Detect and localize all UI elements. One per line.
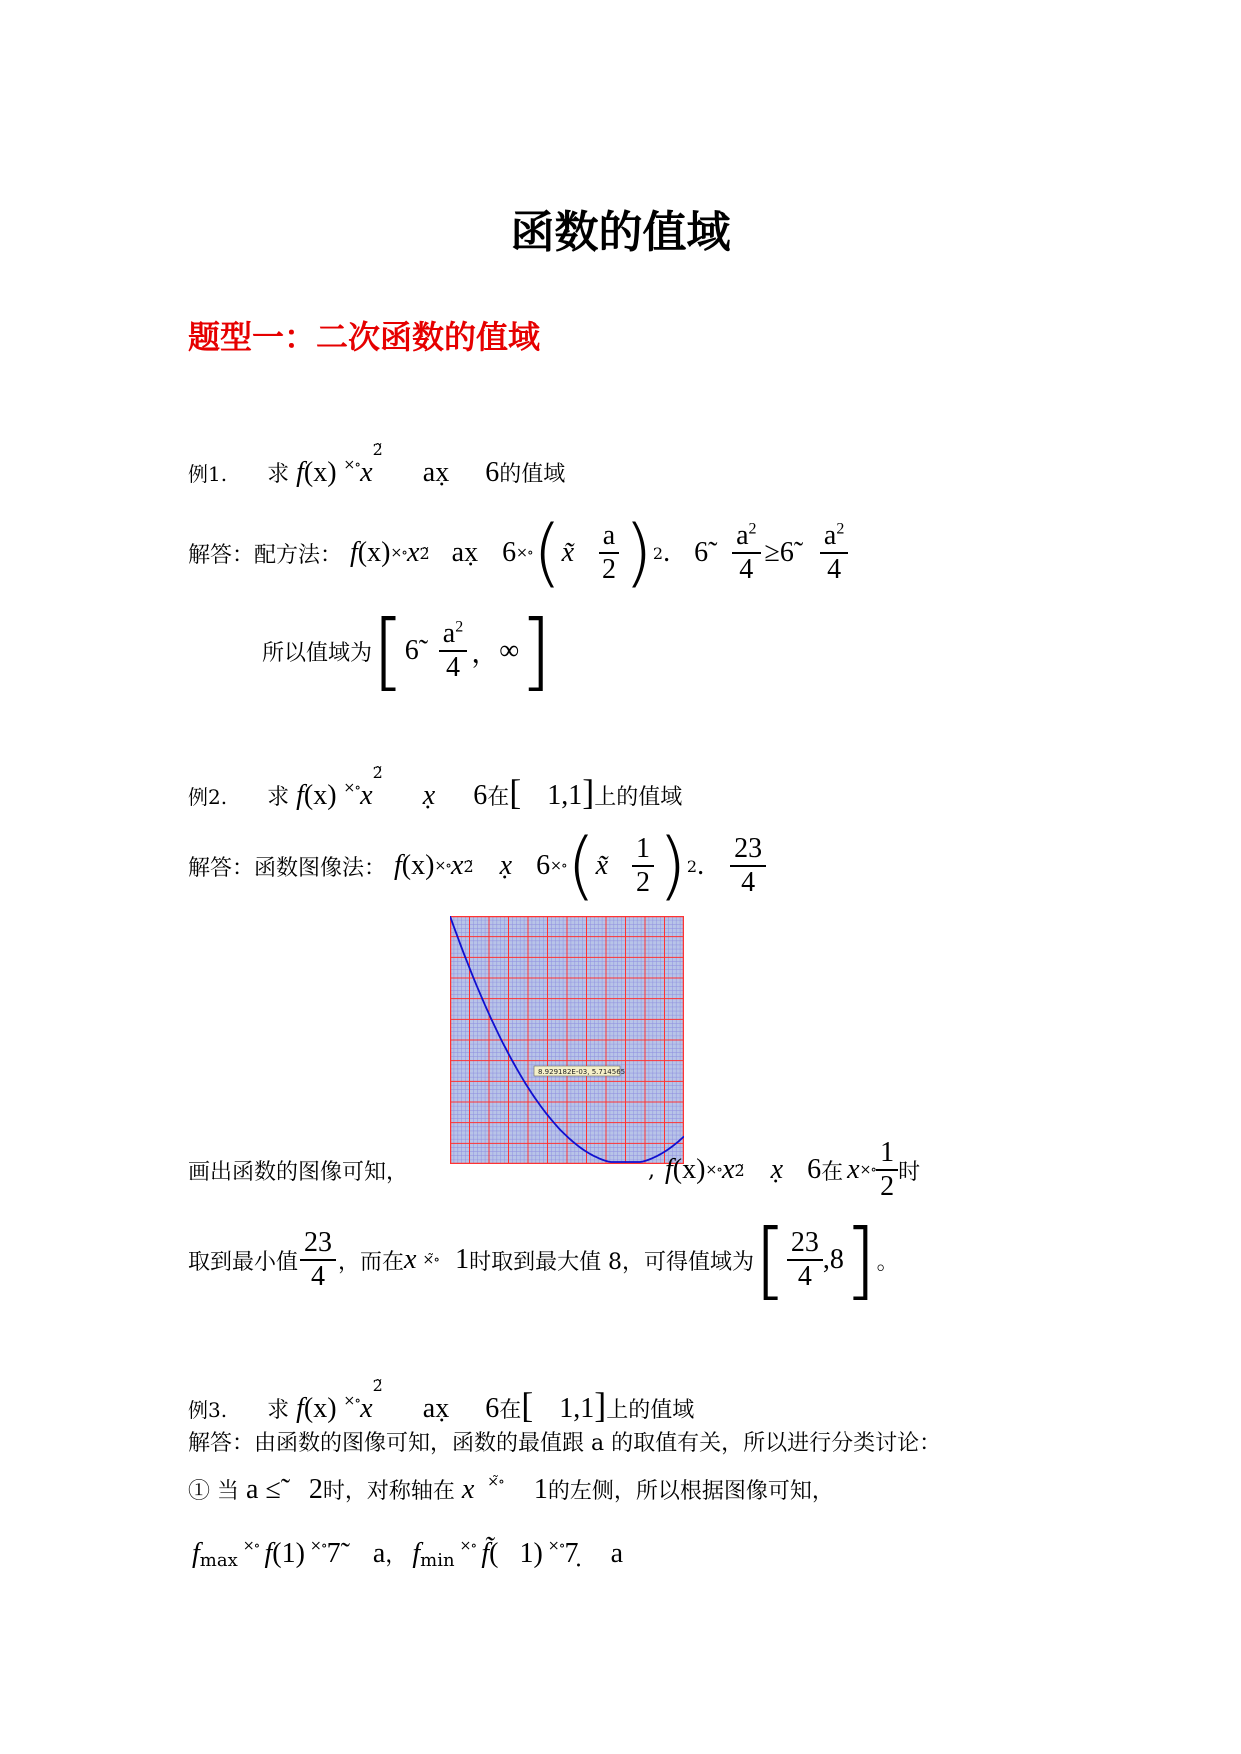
numerator: 23 [300, 1227, 336, 1261]
function-arg: (x) [303, 457, 337, 488]
exponent: 2 [652, 543, 664, 563]
variable-x: x [404, 1244, 417, 1275]
graph-conclusion [188, 1130, 920, 1210]
period: 。 [876, 1249, 899, 1275]
variable-x: x [451, 850, 464, 881]
comma: , [648, 1157, 656, 1183]
equals-glyph: ×∘ [550, 858, 567, 874]
right-paren: ) [624, 510, 653, 596]
solution-label: 解答：函数图像法： [188, 855, 387, 881]
equals-glyph: ×∘ [547, 1538, 565, 1554]
when-text: 时 [898, 1159, 921, 1185]
equals-glyph: ×∘ [459, 1538, 477, 1554]
equals-glyph: ×̃∘ [422, 1252, 440, 1268]
lead-text: ① 当 [188, 1479, 239, 1504]
constant: 6 [536, 850, 551, 881]
fraction-a2-over-4 [439, 618, 467, 684]
ask-text: 求 [267, 1398, 290, 1423]
equals-glyph: ×∘ [705, 1162, 723, 1178]
interval: 1,1 [547, 780, 583, 811]
term-x: x̣ [770, 1154, 784, 1185]
in-text: 在 [821, 1159, 844, 1185]
exponent: 2̃ [734, 1160, 745, 1180]
equals-glyph: ×∘ [859, 1162, 877, 1178]
variable-x: x [461, 1474, 475, 1505]
equals-glyph: ×∘ [516, 545, 533, 561]
right-bracket: ] [594, 1385, 607, 1425]
lead-text: 画出函数的图像可知， [188, 1159, 409, 1185]
fraction-23-over-4 [300, 1227, 336, 1293]
fraction-a-over-2 [598, 520, 620, 586]
equals-glyph: ×∘ [310, 1538, 327, 1554]
function-arg: (1) [272, 1538, 305, 1569]
constant: 6 [807, 1154, 822, 1185]
solution-2 [188, 824, 770, 908]
example-1 [188, 440, 565, 489]
function-arg: (x) [401, 850, 435, 881]
right-paren: ) [658, 823, 687, 909]
right-bracket: ] [843, 1211, 877, 1309]
constant: 6 [502, 537, 517, 568]
constant: 6̃ [779, 537, 794, 568]
function-name: f [296, 780, 304, 811]
fraction-a2-over-4-b [820, 520, 848, 586]
variable-x: x [360, 457, 373, 488]
left-bracket: [ [509, 772, 522, 812]
left-paren: ( [566, 823, 596, 909]
example-3 [188, 1376, 694, 1426]
fraction-1-over-2 [632, 833, 654, 899]
le-sign: ≤̃ [265, 1474, 281, 1505]
constant: 6 [485, 457, 500, 488]
exponent: 2̃ [372, 763, 383, 782]
left-bracket: [ [372, 602, 405, 700]
exponent: 2̃ [419, 543, 430, 563]
variable-a: a [372, 1538, 386, 1569]
case-1 [188, 1474, 834, 1506]
variable-x: x [847, 1154, 860, 1185]
function-name: f [296, 1393, 304, 1424]
numerator: 1 [632, 833, 654, 867]
exponent: 2 [455, 618, 464, 636]
numerator: a [736, 519, 749, 551]
section-heading: 题型一：二次函数的值域 [188, 318, 541, 356]
fraction-23-over-4-b [787, 1227, 823, 1293]
denominator: 4 [446, 652, 461, 683]
exponent: 2̃ [463, 856, 474, 876]
tail-text: 上的值域 [606, 1398, 695, 1423]
in-text: 在 [487, 785, 510, 810]
example-label: 例2. [188, 785, 228, 809]
denominator: 4 [311, 1261, 326, 1292]
extrema-line [192, 1538, 623, 1571]
numerator: a [823, 519, 837, 551]
tail-text: 上的值域 [594, 785, 683, 810]
equals-glyph: ×̃∘ [487, 1474, 504, 1490]
ask-text: 求 [267, 785, 290, 810]
denominator: 4 [827, 554, 842, 585]
interval: 1,1 [559, 1393, 595, 1424]
constant: 6 [485, 1393, 500, 1424]
equals-glyph: ×∘ [242, 1538, 260, 1554]
example-label: 例3. [188, 1398, 228, 1422]
fraction-1-over-2 [876, 1137, 898, 1203]
right-bracket: ] [582, 772, 595, 812]
right-bracket: ] [519, 602, 552, 700]
function-name: f̃ [481, 1538, 490, 1569]
denominator: 2 [636, 867, 651, 898]
mid-text: ，而在 [338, 1249, 405, 1275]
function-arg: (x) [357, 537, 391, 568]
equals-glyph: ×∘ [343, 457, 361, 473]
comma: ， [471, 638, 500, 669]
range-conclusion [188, 1211, 899, 1309]
upper-bound: ,8 [822, 1244, 844, 1275]
in-text: 在 [499, 1398, 522, 1423]
denominator: 4 [797, 1261, 812, 1292]
range-1 [262, 602, 552, 700]
min-subscript: min [420, 1550, 455, 1572]
variable-x: x̃ [561, 537, 575, 568]
denominator: 2 [602, 554, 617, 585]
term-ax: ax̣ [422, 1393, 450, 1424]
tail-text: 的值域 [499, 462, 566, 487]
document-title: 函数的值域 [510, 207, 731, 258]
solution-3: 解答：由函数的图像可知，函数的最值跟 a 的取值有关，所以进行分类讨论： [188, 1431, 942, 1456]
equals-glyph: ×∘ [343, 1393, 361, 1409]
fraction-a2-over-4 [732, 520, 760, 586]
numerator: 23 [730, 833, 766, 867]
exponent: 2̃ [372, 440, 383, 459]
constant: 6 [473, 780, 488, 811]
variable-x: x [407, 537, 420, 568]
function-arg: (x) [672, 1154, 706, 1185]
left-bracket: [ [754, 1211, 787, 1309]
solution-1 [188, 508, 852, 598]
equals-glyph: ×∘ [434, 858, 452, 874]
tail-text: 时取到最大值 8，可得值域为 [469, 1249, 755, 1275]
mid-text: 时，对称轴在 [322, 1479, 455, 1504]
constant: 7̣ [564, 1538, 579, 1569]
function-name: f [665, 1154, 673, 1185]
constant: 1 [455, 1244, 470, 1275]
comma: ， [385, 1543, 408, 1568]
variable-x: x [722, 1154, 735, 1185]
tail-text: 的左侧，所以根据图像可知， [547, 1479, 834, 1504]
function-name: f [394, 850, 402, 881]
ask-text: 求 [267, 462, 290, 487]
variable-x: x [360, 780, 373, 811]
term-x: x̣ [499, 850, 513, 881]
max-subscript: max [199, 1550, 238, 1572]
denominator: 4 [741, 867, 756, 898]
dot: . [663, 537, 671, 568]
coord-label: 8.929182E-03, 5.714565 [538, 1068, 626, 1076]
constant: 1 [533, 1474, 548, 1505]
f-min: f [412, 1538, 421, 1569]
equals-glyph: ×∘ [343, 780, 361, 796]
solution-label: 解答：配方法： [188, 542, 343, 568]
range-label: 所以值域为 [262, 640, 373, 666]
numerator: 1 [876, 1137, 898, 1171]
constant: 6̃ [694, 537, 709, 568]
exponent: 2 [686, 856, 698, 876]
denominator: 4 [739, 554, 754, 585]
left-bracket: [ [521, 1385, 534, 1425]
equals-glyph: ×∘ [390, 545, 408, 561]
function-name: f [350, 537, 358, 568]
numerator: a [599, 520, 619, 554]
variable-a: a [246, 1474, 259, 1505]
variable-x: x̃ [595, 850, 609, 881]
example-label: 例1. [188, 462, 228, 486]
constant: 6̃ [404, 635, 419, 666]
fraction-23-over-4 [730, 833, 766, 899]
function-arg: (x) [303, 1393, 337, 1424]
constant: 2 [308, 1474, 323, 1505]
function-arg: (x) [303, 780, 337, 811]
function-name: f [264, 1538, 273, 1569]
variable-x: x [360, 1393, 373, 1424]
exponent: 2 [836, 520, 845, 538]
left-paren: ( [532, 510, 562, 596]
exponent: 2 [748, 520, 757, 538]
numerator: 23 [787, 1227, 823, 1261]
constant: 7̃ [326, 1538, 341, 1569]
numerator: a [442, 617, 456, 649]
term-ax: ax̣ [422, 457, 450, 488]
function-name: f [296, 457, 304, 488]
variable-a: a [610, 1538, 624, 1569]
dot: . [697, 850, 705, 881]
exponent: 2̃ [372, 1376, 383, 1395]
f-max: f [192, 1538, 200, 1569]
function-arg: ( 1) [489, 1538, 543, 1569]
term-ax: ax̣ [451, 537, 479, 568]
infinity: ∞ [499, 635, 520, 666]
graph-canvas [450, 916, 684, 1164]
ge-sign: ≥ [764, 537, 780, 568]
denominator: 2 [880, 1171, 895, 1202]
lead-text: 取到最小值 [188, 1249, 299, 1275]
term-x: x̣ [422, 780, 436, 811]
example-2 [188, 763, 682, 813]
